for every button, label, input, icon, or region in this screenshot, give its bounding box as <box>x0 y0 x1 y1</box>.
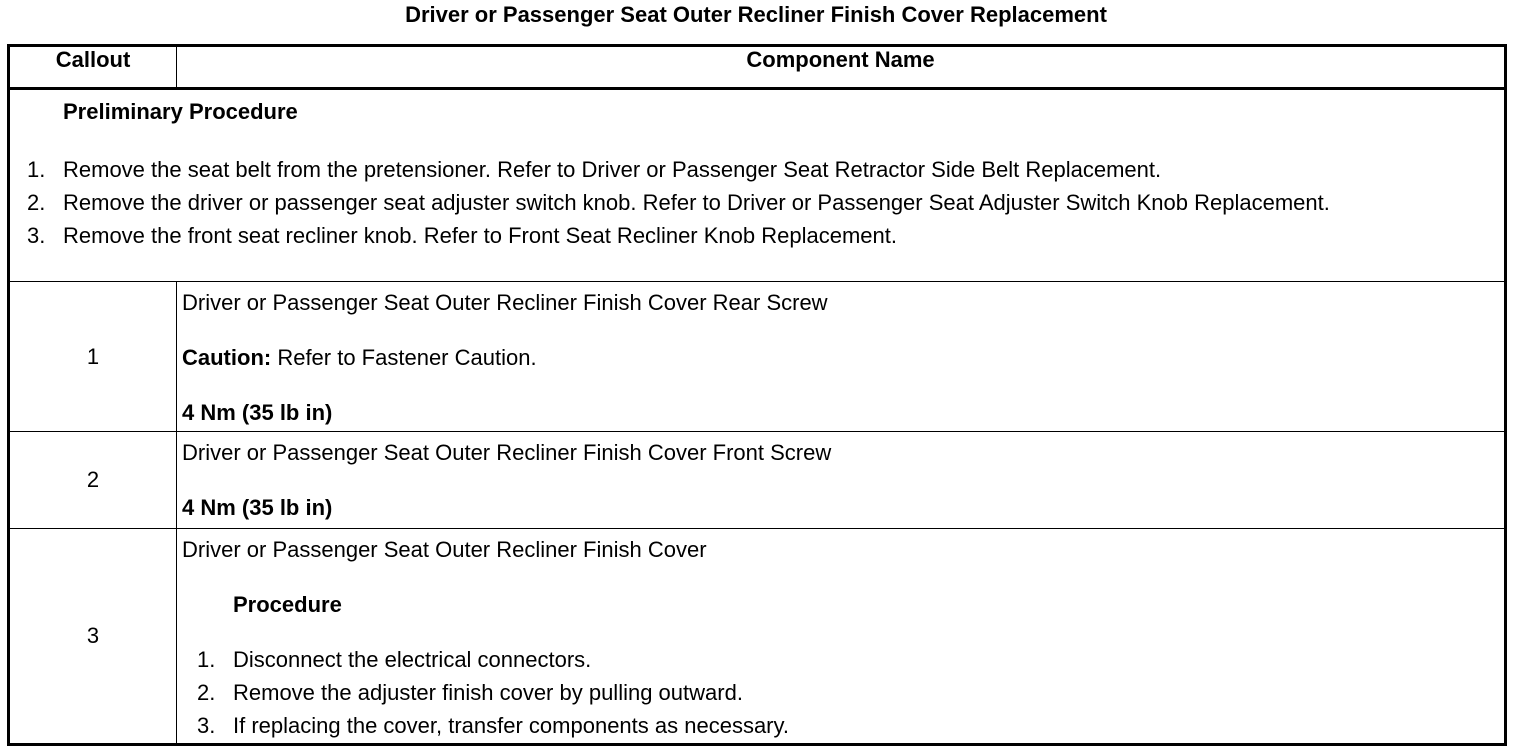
component-name: Driver or Passenger Seat Outer Recliner Finish Cover Front Screw <box>182 440 832 465</box>
step-number: 2. <box>197 680 216 705</box>
torque-spec: 4 Nm (35 lb in) <box>182 495 333 520</box>
step-text: Remove the adjuster finish cover by pulling outward. <box>233 680 743 705</box>
preliminary-steps <box>10 154 1494 253</box>
procedure-step <box>177 643 789 676</box>
procedure-steps <box>177 643 789 742</box>
header-component-name: Component Name <box>177 46 1506 89</box>
component-cell <box>177 432 1506 529</box>
header-callout: Callout <box>9 46 177 89</box>
callout-number: 2 <box>9 432 177 529</box>
table-header-row <box>9 46 1506 89</box>
step-text: If replacing the cover, transfer components as necessary. <box>233 713 789 738</box>
component-table <box>7 44 1507 746</box>
component-cell <box>177 529 1506 745</box>
component-name: Driver or Passenger Seat Outer Recliner Finish Cover <box>182 537 707 562</box>
component-name: Driver or Passenger Seat Outer Recliner Finish Cover Rear Screw <box>182 290 828 315</box>
procedure-heading: Procedure <box>233 592 342 617</box>
callout-number: 1 <box>9 282 177 432</box>
table-row <box>9 282 1506 432</box>
caution-note <box>182 345 537 371</box>
preliminary-heading: Preliminary Procedure <box>63 99 298 124</box>
callout-number: 3 <box>9 529 177 745</box>
step-text: Remove the front seat recliner knob. Refer to Front Seat Recliner Knob Replacement. <box>63 223 897 248</box>
preliminary-step <box>10 220 1494 251</box>
step-number: 2. <box>27 190 46 215</box>
preliminary-step <box>10 154 1494 185</box>
document-title: Driver or Passenger Seat Outer Recliner Finish Cover Replacement <box>405 2 1107 27</box>
caution-text: Refer to Fastener Caution. <box>271 345 537 370</box>
step-number: 3. <box>27 223 46 248</box>
step-number: 3. <box>197 713 216 738</box>
procedure-step <box>177 709 789 742</box>
component-cell <box>177 282 1506 432</box>
step-number: 1. <box>197 647 216 672</box>
procedure-step <box>177 676 789 709</box>
preliminary-step <box>10 187 1494 218</box>
table-row <box>9 529 1506 745</box>
step-text: Remove the driver or passenger seat adjuster switch knob. Refer to Driver or Passenger Seat Adjuster Switch Knob Replacement. <box>63 190 1330 215</box>
torque-spec: 4 Nm (35 lb in) <box>182 400 333 425</box>
step-number: 1. <box>27 157 46 182</box>
preliminary-cell <box>9 89 1506 282</box>
table-row <box>9 432 1506 529</box>
caution-label: Caution: <box>182 345 272 370</box>
preliminary-row <box>9 89 1506 282</box>
step-text: Remove the seat belt from the pretensioner. Refer to Driver or Passenger Seat Retractor Side Belt Replacement. <box>63 157 1162 182</box>
step-text: Disconnect the electrical connectors. <box>233 647 592 672</box>
